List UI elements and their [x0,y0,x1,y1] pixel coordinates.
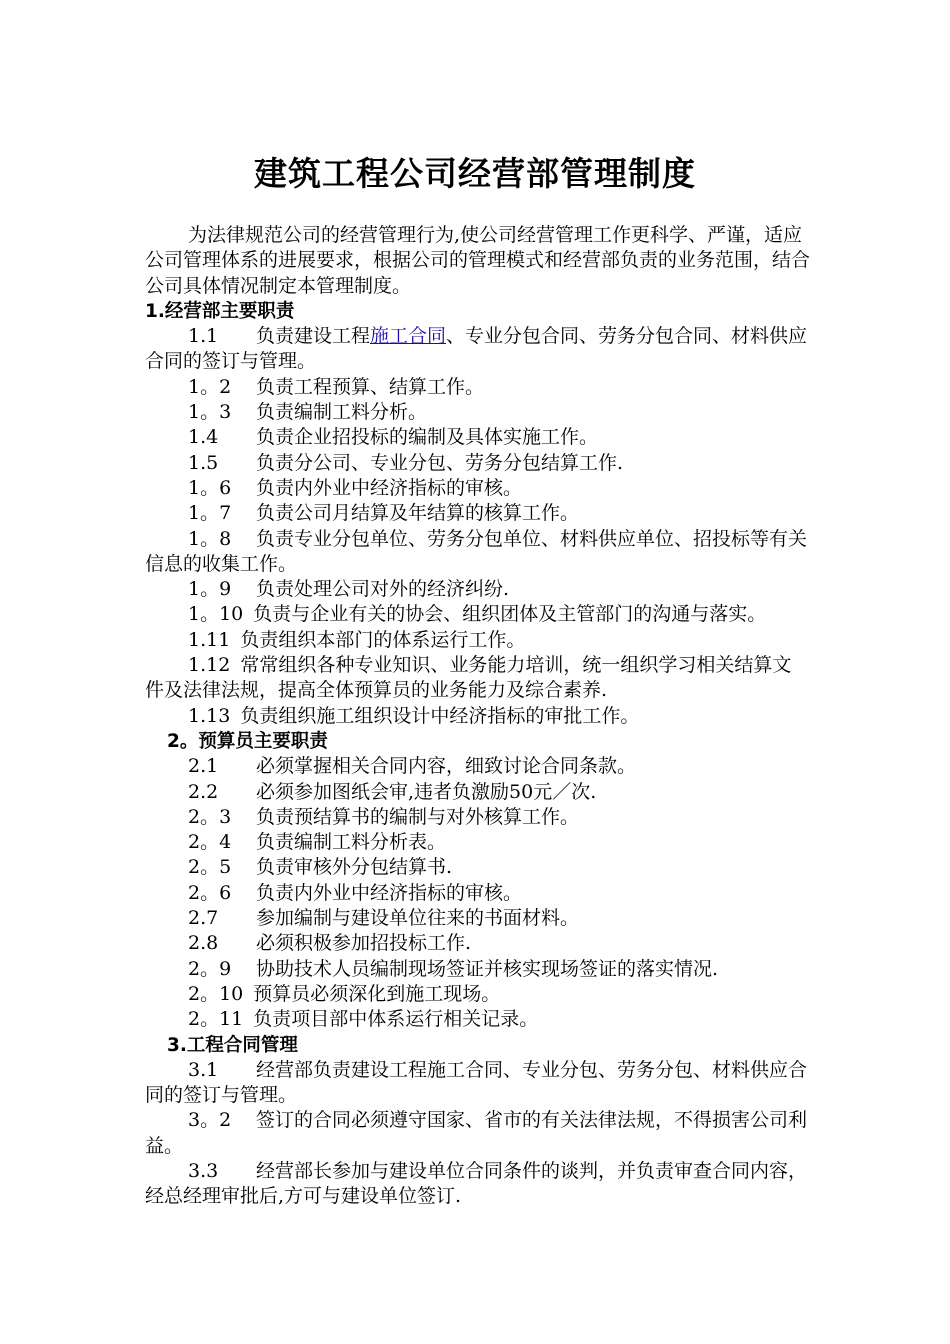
item-number: 1.4 [188,426,219,449]
item-number: 3。2 [188,1109,232,1132]
section-heading-3: 3.工程合同管理 [167,1034,298,1056]
list-item [145,501,810,526]
item-text: 、专业分包合同、劳务分包合同、材料供应合同的签订与管理。 [145,325,808,373]
list-item [145,602,810,627]
list-item [145,957,810,982]
item-number: 1.11 [188,628,231,651]
item-number: 1。6 [188,476,232,499]
item-number: 2.1 [188,755,219,778]
item-text: 必须掌握相关合同内容，细致讨论合同条款。 [256,755,637,778]
item-text: 必须参加图纸会审,违者负激励50元／次. [256,780,597,803]
list-item [145,1108,810,1159]
list-item [145,704,810,729]
item-text: 参加编制与建设单位往来的书面材料。 [256,907,580,930]
item-text: 经营部负责建设工程施工合同、专业分包、劳务分包、材料供应合同的签订与管理。 [145,1058,808,1107]
list-item [145,1007,810,1032]
list-item [145,906,810,931]
construction-contract-link[interactable]: 施工合同 [370,325,447,348]
list-item [145,805,810,830]
item-number: 1。7 [188,502,232,525]
section-heading-2: 2。预算员主要职责 [167,730,328,752]
page-title: 建筑工程公司经营部管理制度 [254,154,696,193]
item-number: 2.8 [188,932,219,955]
item-number: 2。11 [188,1008,244,1031]
item-text: 负责组织本部门的体系运行工作。 [240,628,526,651]
item-text: 负责工程预算、结算工作。 [256,375,485,398]
list-item [145,931,810,956]
list-item [145,855,810,880]
intro-paragraph: 为法律规范公司的经营管理行为,使公司经营管理工作更科学、严谨，适应公司管理体系的进展要求，根据公司的管理模式和经营部负责的业务范围，结合公司具体情况制定本管理制度。 [145,224,811,297]
list-item [145,881,810,906]
item-text: 负责内外业中经济指标的审核。 [256,476,523,499]
item-text: 负责专业分包单位、劳务分包单位、材料供应单位、招投标等有关信息的收集工作。 [145,527,808,575]
item-text: 经营部长参加与建设单位合同条件的谈判，并负责审查合同内容，经总经理审批后,方可与建设单位签订. [145,1159,808,1208]
list-item [145,527,810,578]
item-number: 1。8 [188,527,232,550]
item-text: 负责公司月结算及年结算的核算工作。 [256,502,580,525]
list-item [145,982,810,1007]
item-number: 2.2 [188,780,219,803]
item-number: 2。3 [188,805,232,828]
list-item [145,375,810,400]
item-text: 负责企业招投标的编制及具体实施工作。 [256,426,599,449]
item-number: 2。6 [188,881,232,904]
document-body [145,223,810,1210]
item-number: 3.3 [188,1159,219,1182]
item-text: 负责编制工料分析表。 [256,831,447,854]
item-text: 常常组织各种专业知识、业务能力培训，统一组织学习相关结算文件及法律法规，提高全体预算员的业务能力及综合素养. [145,654,792,702]
item-number: 1。9 [188,578,232,601]
item-text: 签订的合同必须遵守国家、省市的有关法律法规，不得损害公司利益。 [145,1109,808,1157]
item-text: 负责编制工料分析。 [256,401,428,424]
list-item [145,324,810,375]
list-item [145,628,810,653]
list-item [145,425,810,450]
list-item [145,476,810,501]
item-text: 必须积极参加招投标工作. [256,932,472,955]
item-text: 负责与企业有关的协会、组织团体及主管部门的沟通与落实。 [253,603,767,626]
item-number: 2。5 [188,856,232,879]
item-text: 负责建设工程 [256,325,371,348]
item-number: 1。10 [188,603,244,626]
item-number: 2。10 [188,982,244,1005]
item-text: 负责处理公司对外的经济纠纷. [256,578,510,601]
item-number: 1.5 [188,451,219,474]
section-heading-1: 1.经营部主要职责 [145,300,295,322]
list-item [145,1159,810,1210]
item-text: 负责审核外分包结算书. [256,856,453,879]
item-text: 预算员必须深化到施工现场。 [253,982,501,1005]
item-text: 负责分公司、专业分包、劳务分包结算工作. [256,451,624,474]
item-number: 1.1 [188,325,219,348]
item-number: 1.12 [188,654,231,677]
item-number: 1.13 [188,704,231,727]
item-number: 2。4 [188,831,232,854]
item-number: 2。9 [188,957,232,980]
item-text: 负责内外业中经济指标的审核。 [256,881,523,904]
list-item [145,451,810,476]
item-number: 1。2 [188,375,232,398]
list-item [145,1058,810,1109]
item-text: 负责预结算书的编制与对外核算工作。 [256,805,580,828]
list-item [145,754,810,779]
list-item [145,830,810,855]
item-number: 2.7 [188,907,219,930]
item-text: 协助技术人员编制现场签证并核实现场签证的落实情况. [256,957,719,980]
list-item [145,577,810,602]
list-item [145,653,810,704]
item-text: 负责组织施工组织设计中经济指标的审批工作。 [240,704,640,727]
item-number: 1。3 [188,401,232,424]
item-text: 负责项目部中体系运行相关记录。 [253,1008,539,1031]
list-item [145,400,810,425]
list-item [145,780,810,805]
item-number: 3.1 [188,1058,219,1081]
